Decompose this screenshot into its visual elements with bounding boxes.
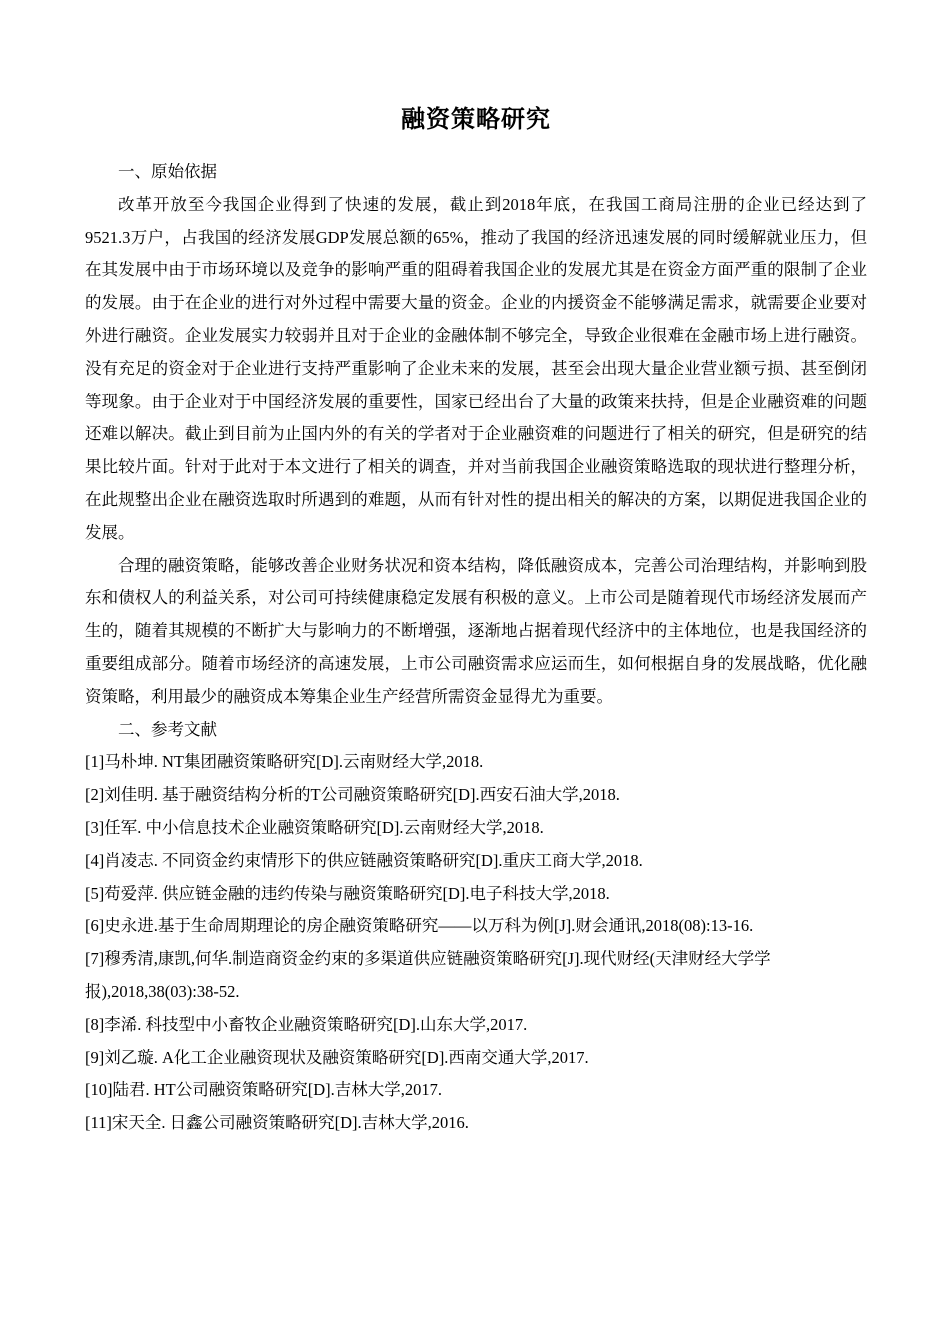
reference-item: [2]刘佳明. 基于融资结构分析的T公司融资策略研究[D].西安石油大学,2018.	[85, 785, 620, 805]
reference-item: [11]宋天全. 日鑫公司融资策略研究[D].吉林大学,2016.	[85, 1113, 469, 1133]
reference-item: [8]李浠. 科技型中小畜牧企业融资策略研究[D].山东大学,2017.	[85, 1014, 528, 1034]
reference-item: [9]刘乙璇. A化工企业融资现状及融资策略研究[D].西南交通大学,2017.	[85, 1047, 589, 1067]
reference-item: [7]穆秀清,康凯,何华.制造商资金约束的多渠道供应链融资策略研究[J].现代财经(天津财经大学学报),2018,38(03):38-52.	[85, 949, 771, 1001]
reference-item: [10]陆君. HT公司融资策略研究[D].吉林大学,2017.	[85, 1080, 443, 1100]
document-page	[85, 100, 867, 1140]
reference-item: [5]苟爱萍. 供应链金融的违约传染与融资策略研究[D].电子科技大学,2018.	[85, 883, 610, 903]
reference-item: [6]史永进.基于生命周期理论的房企融资策略研究——以万科为例[J].财会通讯,2018(08):13-16.	[85, 916, 754, 936]
body-paragraph: 合理的融资策略，能够改善企业财务状况和资本结构，降低融资成本，完善公司治理结构，并影响到股东和债权人的利益关系，对公司可持续健康稳定发展有积极的意义。上市公司是随着现代市场经济发展而产生的，随着其规模的不断扩大与影响力的不断增强，逐渐地占据着现代经济中的主体地位，也是我国经济的重要组成部分。随着市场经济的高速发展，上市公司融资需求应运而生，如何根据自身的发展战略，优化融资策略，利用最少的融资成本筹集企业生产经营所需资金显得尤为重要。	[85, 555, 867, 706]
section-heading-basis: 一、原始依据	[118, 162, 217, 181]
section-heading-references: 二、参考文献	[118, 719, 217, 739]
reference-item: [1]马朴坤. NT集团融资策略研究[D].云南财经大学,2018.	[85, 752, 484, 772]
body-paragraph: 改革开放至今我国企业得到了快速的发展，截止到2018年底，在我国工商局注册的企业已经达到了9521.3万户，占我国的经济发展GDP发展总额的65%，推动了我国的经济迅速发展的同时缓解就业压力，但在其发展中由于市场环境以及竞争的影响严重的阻碍着我国企业的发展尤其是在资金方面严重的限制了企业的发展。由于在企业的进行对外过程中需要大量的资金。企业的内援资金不能够满足需求，就需要企业要对外进行融资。企业发展实力较弱并且对于企业的金融体制不够完全，导致企业很难在金融市场上进行融资。没有充足的资金对于企业进行支持严重影响了企业未来的发展，甚至会出现大量企业营业额亏损、甚至倒闭等现象。由于企业对于中国经济发展的重要性，国家已经出台了大量的政策来扶持，但是企业融资难的问题还难以解决。截止到目前为止国内外的有关的学者对于企业融资难的问题进行了相关的研究，但是研究的结果比较片面。针对于此对于本文进行了相关的调查，并对当前我国企业融资策略选取的现状进行整理分析，在此规整出企业在融资选取时所遇到的难题，从而有针对性的提出相关的解决的方案，以期促进我国企业的发展。	[85, 194, 867, 542]
reference-list	[85, 746, 867, 1140]
document-title: 融资策略研究	[401, 107, 551, 133]
reference-item: [4]肖凌志. 不同资金约束情形下的供应链融资策略研究[D].重庆工商大学,2018.	[85, 850, 643, 870]
reference-item: [3]任军. 中小信息技术企业融资策略研究[D].云南财经大学,2018.	[85, 817, 544, 837]
